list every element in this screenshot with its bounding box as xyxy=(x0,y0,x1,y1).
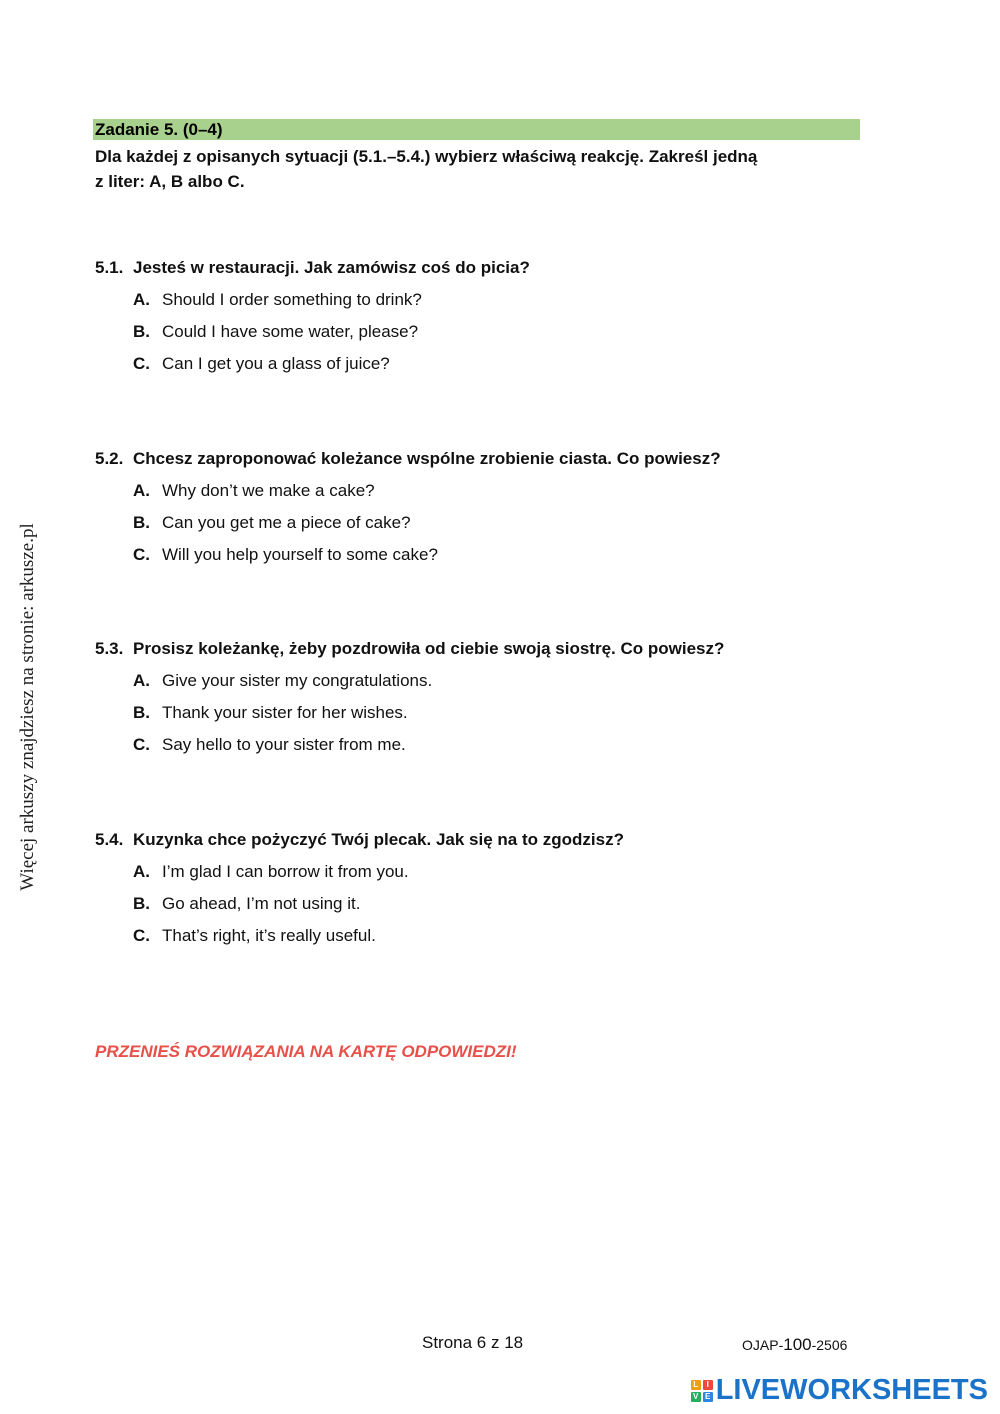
answer-option-c[interactable] xyxy=(133,353,895,375)
page-number: Strona 6 z 18 xyxy=(422,1333,524,1352)
option-text: Say hello to your sister from me. xyxy=(162,735,406,754)
option-letter: C. xyxy=(133,735,150,754)
question-text: Chcesz zaproponować koleżance wspólne zrobienie ciasta. Co powiesz? xyxy=(133,449,721,468)
option-letter: C. xyxy=(133,545,150,564)
option-text: Give your sister my congratulations. xyxy=(162,671,433,690)
option-letter: B. xyxy=(133,513,150,532)
option-letter: A. xyxy=(133,671,150,690)
answer-option-a[interactable] xyxy=(133,861,895,883)
question-5-4 xyxy=(95,829,895,947)
logo-tile-l: L xyxy=(691,1380,701,1390)
answer-option-a[interactable] xyxy=(133,670,895,692)
transfer-answers-note: PRZENIEŚ ROZWIĄZANIA NA KARTĘ ODPOWIEDZI! xyxy=(95,1042,517,1061)
option-letter: C. xyxy=(133,354,150,373)
option-letter: C. xyxy=(133,926,150,945)
instructions-line-1: Dla każdej z opisanych sytuacji (5.1.–5.4.) wybierz właściwą reakcję. Zakreśl jedną xyxy=(95,147,758,166)
question-number: 5.2. xyxy=(95,449,124,468)
logo-tile-e: E xyxy=(703,1392,713,1402)
question-5-2 xyxy=(95,448,895,566)
question-prompt xyxy=(95,257,895,279)
answer-options xyxy=(95,670,895,756)
answer-option-a[interactable] xyxy=(133,480,895,502)
answer-option-c[interactable] xyxy=(133,734,895,756)
option-letter: A. xyxy=(133,481,150,500)
question-text: Jesteś w restauracji. Jak zamówisz coś do picia? xyxy=(133,258,530,277)
brand-name: LIVEWORKSHEETS xyxy=(715,1374,988,1406)
answer-options xyxy=(95,289,895,375)
option-text: Should I order something to drink? xyxy=(162,290,422,309)
exam-code-mid: 100 xyxy=(783,1335,812,1354)
option-text: I’m glad I can borrow it from you. xyxy=(162,862,409,881)
task-header-band xyxy=(93,119,860,140)
question-prompt xyxy=(95,448,895,470)
task-title: Zadanie 5. (0–4) xyxy=(95,120,223,139)
logo-tile-i: I xyxy=(703,1380,713,1390)
instructions-line-2: z liter: A, B albo C. xyxy=(95,172,245,191)
answer-option-b[interactable] xyxy=(133,321,895,343)
question-number: 5.3. xyxy=(95,639,124,658)
option-text: Go ahead, I’m not using it. xyxy=(162,894,361,913)
task-instructions xyxy=(95,144,855,194)
question-prompt xyxy=(95,829,895,851)
option-letter: B. xyxy=(133,894,150,913)
question-number: 5.1. xyxy=(95,258,124,277)
answer-options xyxy=(95,480,895,566)
liveworksheets-brand[interactable] xyxy=(691,1374,988,1407)
answer-option-b[interactable] xyxy=(133,893,895,915)
logo-tile-v: V xyxy=(691,1392,701,1402)
answer-option-c[interactable] xyxy=(133,544,895,566)
side-watermark-note: Więcej arkuszy znajdziesz na stronie: arkusze.pl xyxy=(17,523,38,891)
question-number: 5.4. xyxy=(95,830,124,849)
option-letter: A. xyxy=(133,862,150,881)
exam-code-suffix: -2506 xyxy=(811,1337,848,1353)
option-letter: A. xyxy=(133,290,150,309)
question-prompt xyxy=(95,638,895,660)
exam-code-prefix: OJAP- xyxy=(742,1337,784,1353)
option-letter: B. xyxy=(133,322,150,341)
exam-code xyxy=(742,1335,847,1355)
option-text: Thank your sister for her wishes. xyxy=(162,703,408,722)
answer-option-b[interactable] xyxy=(133,702,895,724)
option-text: Can I get you a glass of juice? xyxy=(162,354,390,373)
answer-option-b[interactable] xyxy=(133,512,895,534)
answer-options xyxy=(95,861,895,947)
option-text: That’s right, it’s really useful. xyxy=(162,926,376,945)
option-letter: B. xyxy=(133,703,150,722)
option-text: Can you get me a piece of cake? xyxy=(162,513,411,532)
option-text: Will you help yourself to some cake? xyxy=(162,545,438,564)
option-text: Why don’t we make a cake? xyxy=(162,481,375,500)
question-text: Prosisz koleżankę, żeby pozdrowiła od ciebie swoją siostrę. Co powiesz? xyxy=(133,639,725,658)
question-5-1 xyxy=(95,257,895,375)
liveworksheets-logo-icon xyxy=(691,1380,713,1402)
answer-option-c[interactable] xyxy=(133,925,895,947)
question-5-3 xyxy=(95,638,895,756)
answer-option-a[interactable] xyxy=(133,289,895,311)
option-text: Could I have some water, please? xyxy=(162,322,419,341)
question-text: Kuzynka chce pożyczyć Twój plecak. Jak się na to zgodzisz? xyxy=(133,830,624,849)
